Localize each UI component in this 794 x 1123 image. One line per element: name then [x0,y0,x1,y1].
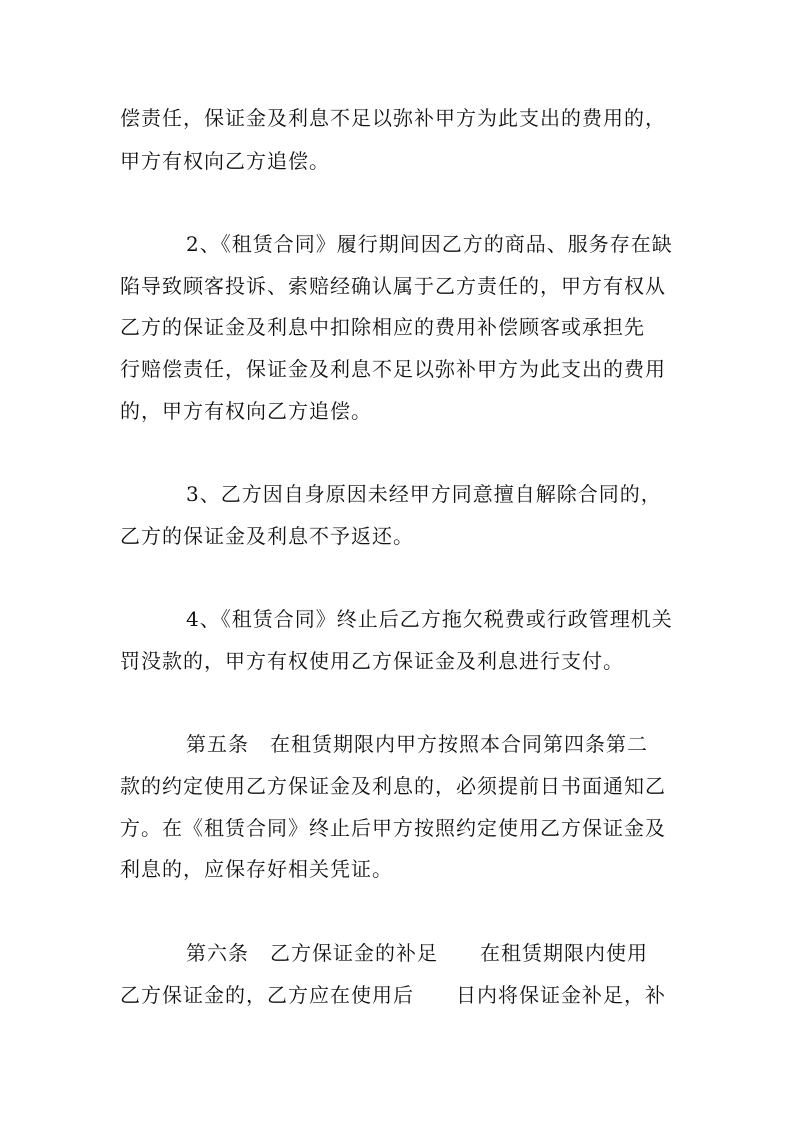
paragraph-2-line-3: 乙方的保证金及利息中扣除相应的费用补偿顾客或承担先 [120,315,645,339]
paragraph-6-line-2: 乙方保证金的，乙方应在使用后 日内将保证金补足，补 [120,983,666,1007]
paragraph-5-line-1: 第五条 在租赁期限内甲方按照本合同第四条第二 [186,732,648,756]
paragraph-4-line-1: 4、《租赁合同》终止后乙方拖欠税费或行政管理机关 [186,607,673,631]
paragraph-4-line-2: 罚没款的，甲方有权使用乙方保证金及利息进行支付。 [120,649,624,673]
paragraph-5-line-4: 利息的，应保存好相关凭证。 [120,857,393,881]
paragraph-2-line-5: 的，甲方有权向乙方追偿。 [120,399,372,423]
paragraph-2-line-4: 行赔偿责任，保证金及利息不足以弥补甲方为此支出的费用 [120,357,666,381]
paragraph-3-line-1: 3、乙方因自身原因未经甲方同意擅自解除合同的， [186,482,662,506]
paragraph-1-line-1: 偿责任，保证金及利息不足以弥补甲方为此支出的费用的， [120,106,666,130]
paragraph-2-line-1: 2、《租赁合同》履行期间因乙方的商品、服务存在缺 [186,232,673,256]
paragraph-6-line-1: 第六条 乙方保证金的补足 在租赁期限内使用 [186,941,648,965]
paragraph-5-line-3: 方。在《租赁合同》终止后甲方按照约定使用乙方保证金及 [120,816,666,840]
paragraph-2-line-2: 陷导致顾客投诉、索赔经确认属于乙方责任的，甲方有权从 [120,274,666,298]
paragraph-1-line-2: 甲方有权向乙方追偿。 [120,149,330,173]
paragraph-5-line-2: 款的约定使用乙方保证金及利息的，必须提前日书面通知乙 [120,774,666,798]
paragraph-3-line-2: 乙方的保证金及利息不予返还。 [120,524,414,548]
